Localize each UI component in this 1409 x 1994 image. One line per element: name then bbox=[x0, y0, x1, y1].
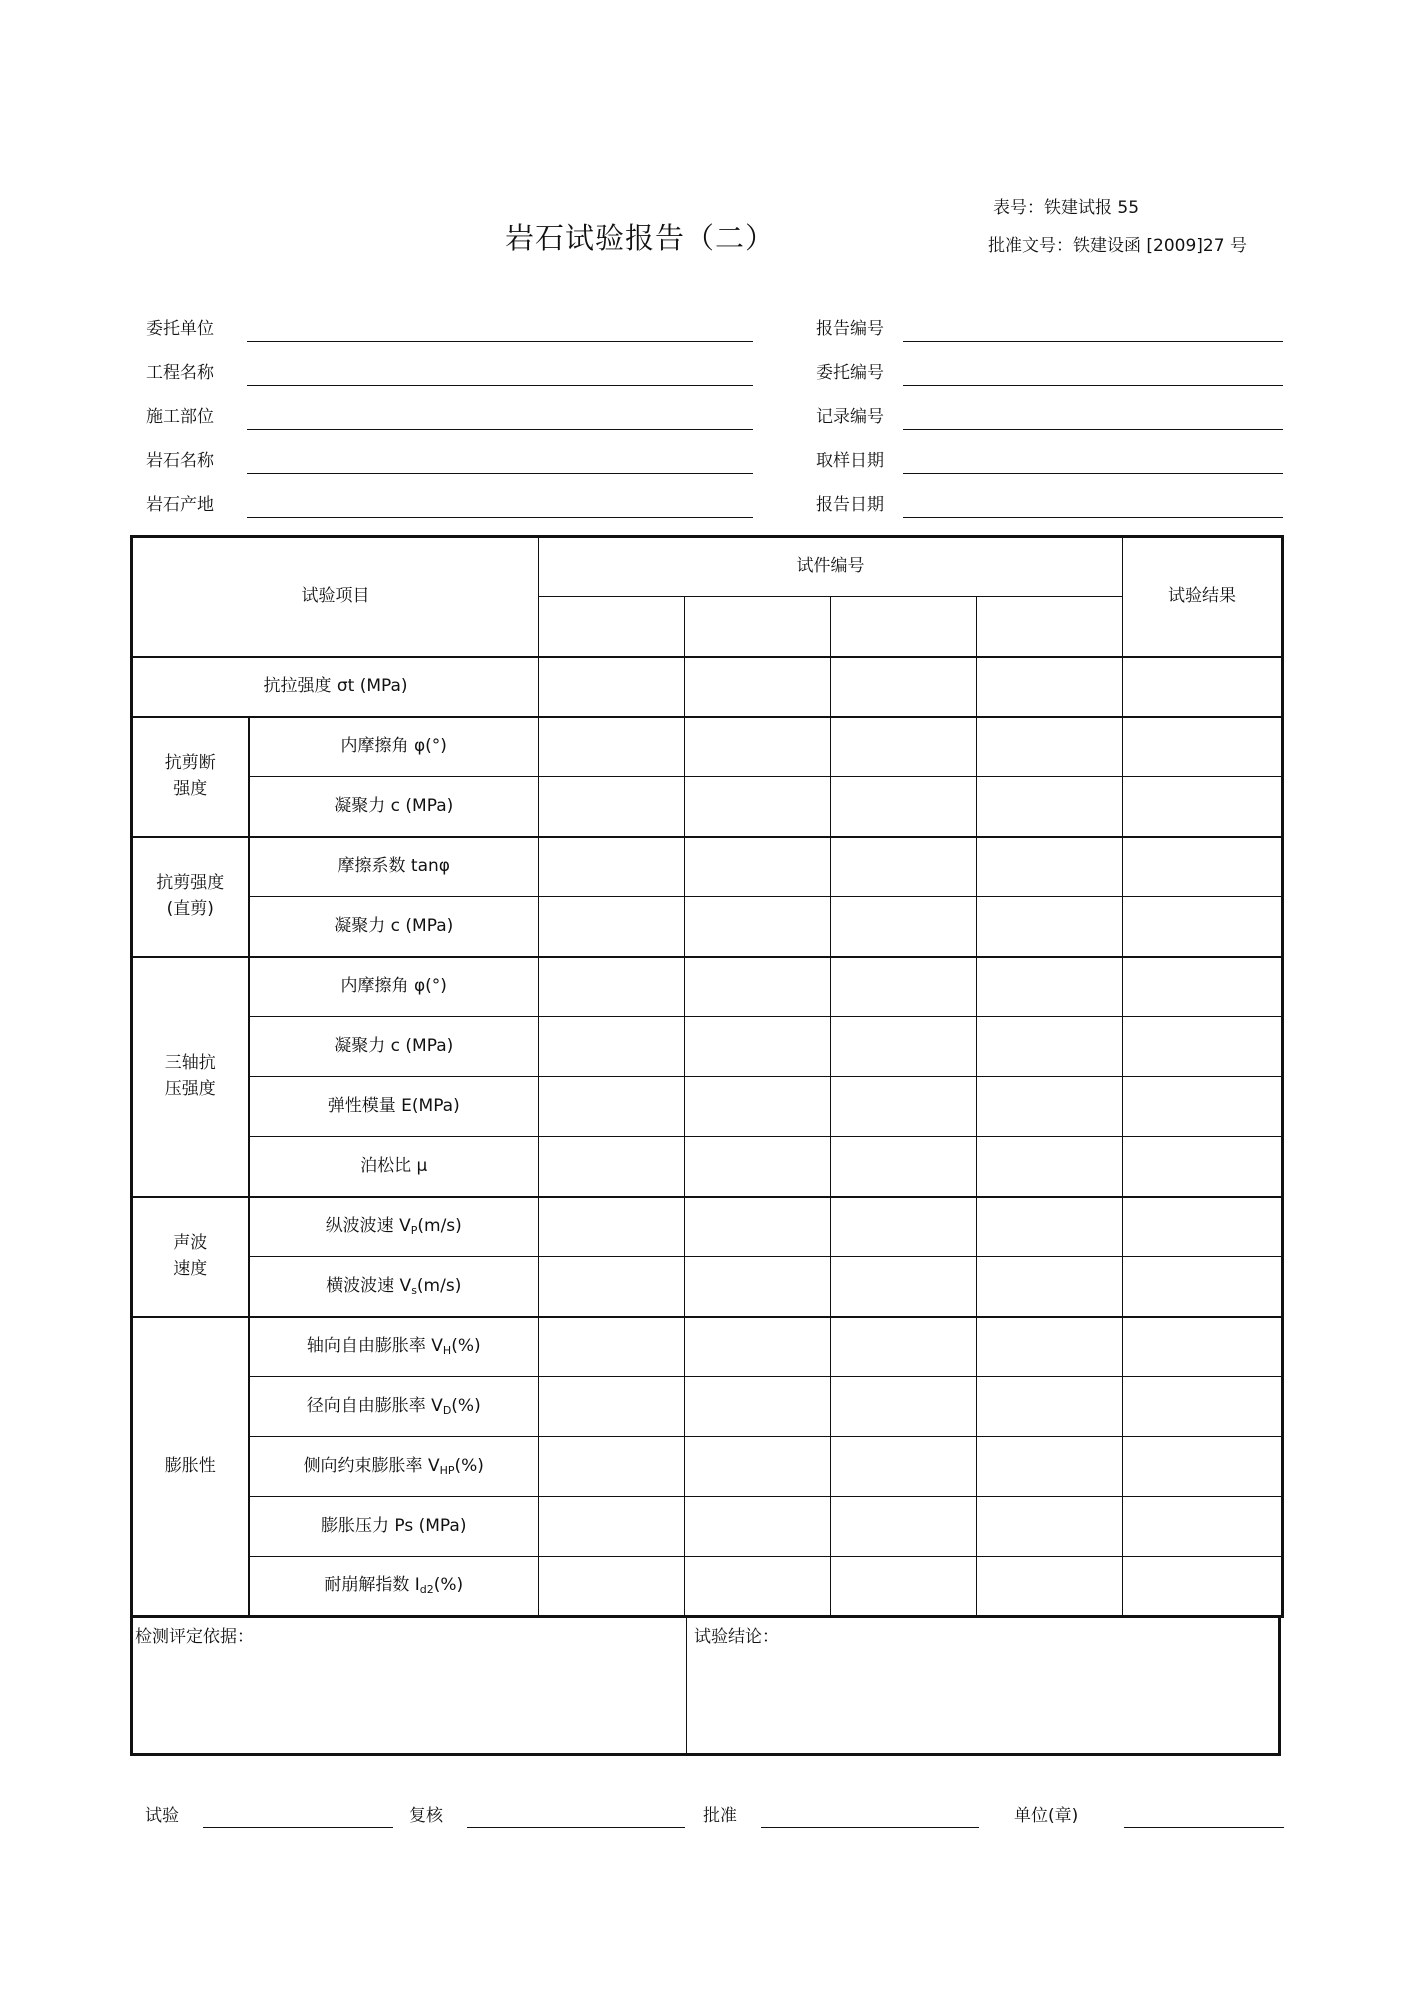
signature-label-review: 复核 bbox=[409, 1806, 443, 1826]
evaluation-basis-area[interactable] bbox=[133, 1618, 687, 1753]
data-cell[interactable] bbox=[977, 1137, 1123, 1197]
row-label-lateral-restrained-swelling-rate: 侧向约束膨胀率 $V_{HP}(\%)$ bbox=[249, 1437, 539, 1497]
data-cell[interactable] bbox=[539, 1497, 685, 1557]
data-cell[interactable] bbox=[977, 1257, 1123, 1317]
data-cell[interactable] bbox=[831, 1077, 977, 1137]
data-cell[interactable] bbox=[977, 1377, 1123, 1437]
data-cell[interactable] bbox=[539, 1197, 685, 1257]
data-cell[interactable] bbox=[977, 1437, 1123, 1497]
data-cell[interactable] bbox=[685, 1557, 831, 1617]
record-no-field[interactable] bbox=[903, 429, 1283, 430]
data-cell[interactable] bbox=[831, 1557, 977, 1617]
signature-label-approve: 批准 bbox=[703, 1806, 737, 1826]
data-cell[interactable] bbox=[685, 1497, 831, 1557]
row-label-poisson-ratio: 泊松比 μ bbox=[249, 1137, 539, 1197]
data-cell[interactable] bbox=[977, 717, 1123, 777]
field-label-commission-no: 委托编号 bbox=[816, 363, 884, 383]
data-cell[interactable] bbox=[685, 777, 831, 837]
data-cell[interactable] bbox=[539, 1257, 685, 1317]
result-cell[interactable] bbox=[1123, 1077, 1283, 1137]
data-cell[interactable] bbox=[685, 957, 831, 1017]
row-label-axial-free-swelling-rate: 轴向自由膨胀率 $V_H(\%)$ bbox=[249, 1317, 539, 1377]
data-cell[interactable] bbox=[977, 1317, 1123, 1377]
test-table bbox=[130, 535, 1284, 1618]
data-cell[interactable] bbox=[831, 897, 977, 957]
result-cell[interactable] bbox=[1123, 1017, 1283, 1077]
data-cell[interactable] bbox=[539, 957, 685, 1017]
data-cell[interactable] bbox=[685, 837, 831, 897]
field-label-location: 施工部位 bbox=[146, 407, 214, 427]
data-cell[interactable] bbox=[539, 1437, 685, 1497]
data-cell[interactable] bbox=[831, 777, 977, 837]
header-specimen-no: 试件编号 bbox=[539, 537, 1123, 597]
data-cell[interactable] bbox=[685, 1137, 831, 1197]
result-cell[interactable] bbox=[1123, 1137, 1283, 1197]
project-field[interactable] bbox=[247, 385, 753, 386]
group-shear-strength-direct: 抗剪强度 (直剪) bbox=[132, 837, 249, 957]
data-cell[interactable] bbox=[539, 777, 685, 837]
data-cell[interactable] bbox=[977, 1557, 1123, 1617]
data-cell[interactable] bbox=[539, 837, 685, 897]
field-label-client: 委托单位 bbox=[146, 319, 214, 339]
result-cell[interactable] bbox=[1123, 1257, 1283, 1317]
data-cell[interactable] bbox=[539, 1137, 685, 1197]
location-field[interactable] bbox=[247, 429, 753, 430]
data-cell[interactable] bbox=[831, 837, 977, 897]
result-cell[interactable] bbox=[1123, 1377, 1283, 1437]
result-cell[interactable] bbox=[1123, 657, 1283, 717]
row-label-friction-angle: 内摩擦角 φ(°) bbox=[249, 717, 539, 777]
rock-origin-field[interactable] bbox=[247, 517, 753, 518]
field-label-report-date: 报告日期 bbox=[816, 495, 884, 515]
signature-label-test: 试验 bbox=[145, 1806, 179, 1826]
result-cell[interactable] bbox=[1123, 1497, 1283, 1557]
result-cell[interactable] bbox=[1123, 897, 1283, 957]
signature-line-unit-seal[interactable] bbox=[1124, 1827, 1284, 1828]
data-cell[interactable] bbox=[977, 837, 1123, 897]
report-date-field[interactable] bbox=[903, 517, 1283, 518]
evaluation-basis-label: 检测评定依据： bbox=[135, 1627, 254, 1647]
data-cell[interactable] bbox=[685, 1077, 831, 1137]
row-label-tensile-strength: 抗拉强度 σt (MPa) bbox=[132, 657, 539, 717]
result-cell[interactable] bbox=[1123, 1437, 1283, 1497]
commission-no-field[interactable] bbox=[903, 385, 1283, 386]
data-cell[interactable] bbox=[831, 1317, 977, 1377]
field-label-rock-name: 岩石名称 bbox=[146, 451, 214, 471]
header-test-item: 试验项目 bbox=[132, 537, 539, 657]
result-cell[interactable] bbox=[1123, 957, 1283, 1017]
group-shear-break-strength: 抗剪断 强度 bbox=[132, 717, 249, 837]
data-cell[interactable] bbox=[977, 1497, 1123, 1557]
data-cell[interactable] bbox=[539, 657, 685, 717]
data-cell[interactable] bbox=[685, 1257, 831, 1317]
group-triaxial-compressive-strength: 三轴抗 压强度 bbox=[132, 957, 249, 1197]
data-cell[interactable] bbox=[539, 1557, 685, 1617]
row-label-s-wave-velocity: 横波波速 $V_s(m/s)$ bbox=[249, 1257, 539, 1317]
row-label-friction-coefficient: 摩擦系数 tanφ bbox=[249, 837, 539, 897]
data-cell[interactable] bbox=[539, 1317, 685, 1377]
data-cell[interactable] bbox=[831, 1257, 977, 1317]
data-cell[interactable] bbox=[831, 657, 977, 717]
row-label-cohesion: 凝聚力 c (MPa) bbox=[249, 777, 539, 837]
data-cell[interactable] bbox=[539, 717, 685, 777]
report-no-field[interactable] bbox=[903, 341, 1283, 342]
group-sonic-velocity: 声波 速度 bbox=[132, 1197, 249, 1317]
data-cell[interactable] bbox=[539, 897, 685, 957]
result-cell[interactable] bbox=[1123, 1317, 1283, 1377]
signature-line-review[interactable] bbox=[467, 1827, 685, 1828]
data-cell[interactable] bbox=[977, 957, 1123, 1017]
data-cell[interactable] bbox=[977, 657, 1123, 717]
field-label-rock-origin: 岩石产地 bbox=[146, 495, 214, 515]
form-code: 表号：铁建试报 55 bbox=[993, 198, 1140, 218]
conclusion-area[interactable] bbox=[688, 1618, 1278, 1753]
data-cell[interactable] bbox=[539, 1377, 685, 1437]
field-label-report-no: 报告编号 bbox=[816, 319, 884, 339]
field-label-project: 工程名称 bbox=[146, 363, 214, 383]
field-label-sampling-date: 取样日期 bbox=[816, 451, 884, 471]
signature-line-approve[interactable] bbox=[761, 1827, 979, 1828]
data-cell[interactable] bbox=[977, 777, 1123, 837]
data-cell[interactable] bbox=[977, 1017, 1123, 1077]
data-cell[interactable] bbox=[539, 1017, 685, 1077]
specimen-no-cell[interactable] bbox=[831, 597, 977, 657]
group-swelling: 膨胀性 bbox=[132, 1317, 249, 1617]
data-cell[interactable] bbox=[685, 1377, 831, 1437]
conclusion-label: 试验结论： bbox=[694, 1627, 779, 1647]
data-cell[interactable] bbox=[685, 1197, 831, 1257]
specimen-no-cell[interactable] bbox=[977, 597, 1123, 657]
row-label-p-wave-velocity: 纵波波速 $V_P(m/s)$ bbox=[249, 1197, 539, 1257]
data-cell[interactable] bbox=[685, 897, 831, 957]
field-label-record-no: 记录编号 bbox=[816, 407, 884, 427]
row-label-cohesion: 凝聚力 c (MPa) bbox=[249, 897, 539, 957]
data-cell[interactable] bbox=[685, 657, 831, 717]
data-cell[interactable] bbox=[685, 1017, 831, 1077]
row-label-elastic-modulus: 弹性模量 E(MPa) bbox=[249, 1077, 539, 1137]
page-title: 岩石试验报告（二） bbox=[505, 221, 776, 255]
data-cell[interactable] bbox=[831, 717, 977, 777]
data-cell[interactable] bbox=[977, 1197, 1123, 1257]
data-cell[interactable] bbox=[977, 897, 1123, 957]
result-cell[interactable] bbox=[1123, 1557, 1283, 1617]
result-cell[interactable] bbox=[1123, 837, 1283, 897]
approval-number: 批准文号：铁建设函 [2009]27 号 bbox=[988, 236, 1247, 256]
signature-label-unit-seal: 单位(章) bbox=[1014, 1806, 1079, 1826]
data-cell[interactable] bbox=[685, 717, 831, 777]
data-cell[interactable] bbox=[831, 1197, 977, 1257]
row-label-friction-angle: 内摩擦角 φ(°) bbox=[249, 957, 539, 1017]
data-cell[interactable] bbox=[685, 1317, 831, 1377]
result-cell[interactable] bbox=[1123, 717, 1283, 777]
specimen-no-cell[interactable] bbox=[685, 597, 831, 657]
data-cell[interactable] bbox=[685, 1437, 831, 1497]
client-field[interactable] bbox=[247, 341, 753, 342]
signature-line-test[interactable] bbox=[203, 1827, 393, 1828]
data-cell[interactable] bbox=[831, 1497, 977, 1557]
data-cell[interactable] bbox=[977, 1077, 1123, 1137]
rock-name-field[interactable] bbox=[247, 473, 753, 474]
result-cell[interactable] bbox=[1123, 1197, 1283, 1257]
row-label-cohesion: 凝聚力 c (MPa) bbox=[249, 1017, 539, 1077]
row-label-slake-durability-index: 耐崩解指数 $I_{d2}(\%)$ bbox=[249, 1557, 539, 1617]
data-cell[interactable] bbox=[831, 1377, 977, 1437]
data-cell[interactable] bbox=[831, 1437, 977, 1497]
remarks-section bbox=[130, 1618, 1281, 1756]
specimen-no-cell[interactable] bbox=[539, 597, 685, 657]
data-cell[interactable] bbox=[831, 957, 977, 1017]
sampling-date-field[interactable] bbox=[903, 473, 1283, 474]
result-cell[interactable] bbox=[1123, 777, 1283, 837]
row-label-swelling-pressure: 膨胀压力 Ps (MPa) bbox=[249, 1497, 539, 1557]
data-cell[interactable] bbox=[831, 1137, 977, 1197]
data-cell[interactable] bbox=[831, 1017, 977, 1077]
row-label-radial-free-swelling-rate: 径向自由膨胀率 $V_D(\%)$ bbox=[249, 1377, 539, 1437]
header-test-result: 试验结果 bbox=[1123, 537, 1283, 657]
data-cell[interactable] bbox=[539, 1077, 685, 1137]
